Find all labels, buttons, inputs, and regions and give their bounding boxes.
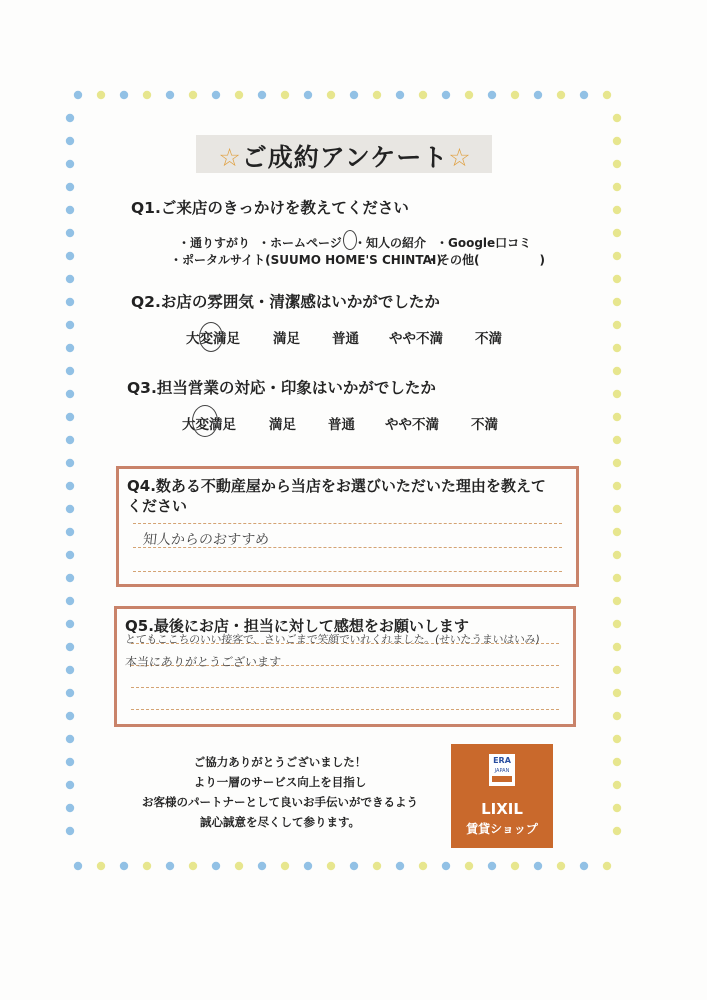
border-dot [419,91,427,99]
q2-rating: 不満 [475,331,502,347]
border-dot [189,91,197,99]
border-dot [613,758,621,766]
border-dot [511,91,519,99]
q3-rating: 普通 [328,417,355,433]
q1-option: ・ホームページ [258,236,342,250]
border-dot [613,114,621,122]
border-dot [66,781,74,789]
thanks-message [110,752,450,832]
border-dot [66,252,74,260]
border-dot [66,804,74,812]
q5-question: Q5.最後にお店・担当に対して感想をお願いします [125,617,469,635]
border-dot [66,643,74,651]
q1-option: ・その他( ) [426,253,545,267]
logo-subtitle: 賃貸ショップ [466,822,538,836]
border-dot [66,735,74,743]
border-dot [613,643,621,651]
border-dot [258,862,266,870]
border-dot [66,459,74,467]
border-dot [613,344,621,352]
border-dot [120,91,128,99]
border-dot [613,459,621,467]
border-dot [613,413,621,421]
border-dot [66,137,74,145]
border-dot [613,321,621,329]
border-dot [613,666,621,674]
border-dot [235,91,243,99]
border-dot [613,689,621,697]
border-dot [66,390,74,398]
border-dot [97,91,105,99]
answer-line [131,687,559,688]
border-dot [350,862,358,870]
border-dot [350,91,358,99]
q1-option: ・ポータルサイト(SUUMO HOME'S CHINTAI) [170,253,442,267]
border-dot [488,91,496,99]
border-dot [613,482,621,490]
border-dot [66,275,74,283]
era-text: ERA [493,756,511,765]
selection-circle [199,322,223,352]
thanks-line: ご協力ありがとうございました！ [193,755,367,769]
border-dot [465,91,473,99]
q5-answer-box [114,606,576,727]
border-dot [465,862,473,870]
q3-rating: 不満 [471,417,498,433]
border-dot [613,528,621,536]
border-dot [488,862,496,870]
border-dot [66,666,74,674]
border-dot [603,91,611,99]
border-dot [120,862,128,870]
border-dot [258,91,266,99]
q4-answer-box [116,466,579,587]
border-dot [442,862,450,870]
border-dot [66,620,74,628]
border-dot [189,862,197,870]
q4-question-cont: ください [127,497,188,515]
q1-option: ・通りすがり [178,236,251,250]
border-dot [66,321,74,329]
border-dot [613,252,621,260]
q1-option: ・Google口コミ [436,236,532,250]
border-dot [613,229,621,237]
border-dot [66,436,74,444]
border-dot [166,91,174,99]
q2-rating: 満足 [273,331,300,347]
q1-question: Q1.ご来店のきっかけを教えてください [131,199,409,217]
q2-question: Q2.お店の雰囲気・清潔感はいかがでしたか [131,293,440,311]
page-title: ☆ご成約アンケート☆ [218,143,472,172]
border-dot [613,137,621,145]
answer-line [133,571,562,572]
thanks-line: 誠心誠意を尽くして参ります。 [199,815,361,829]
border-dot [66,183,74,191]
q4-answer: 知人からのおすすめ [142,532,270,548]
border-dot [235,862,243,870]
lixil-logo [451,744,553,848]
border-dot [613,781,621,789]
border-dot [603,862,611,870]
border-dot [534,862,542,870]
logo-brand: LIXIL [481,800,523,818]
border-dot [66,160,74,168]
answer-line [133,523,562,524]
border-dot [613,390,621,398]
border-dot [304,862,312,870]
border-dot [557,862,565,870]
border-dot [511,862,519,870]
border-dot [613,574,621,582]
border-dot [281,91,289,99]
thanks-line: より一層のサービス向上を目指し [193,775,367,789]
border-dot [613,597,621,605]
thanks-line: お客様のパートナーとして良いお手伝いができるよう [142,795,418,809]
border-dot [66,482,74,490]
border-dot [613,367,621,375]
border-dot [613,712,621,720]
border-dot [613,298,621,306]
border-dot [534,91,542,99]
era-logo-mark [489,754,515,786]
border-dot [66,505,74,513]
border-dot [66,712,74,720]
border-dot [74,862,82,870]
border-dot [143,91,151,99]
q3-rating: やや不満 [385,417,439,433]
answer-line [131,709,559,710]
border-dot [97,862,105,870]
border-dot [613,735,621,743]
border-dot [613,827,621,835]
border-dot [143,862,151,870]
q1-option-selected: ・知人の紹介 [354,236,427,250]
q4-question: Q4.数ある不動産屋から当店をお選びいただいた理由を教えて [127,477,546,495]
q3-question: Q3.担当営業の対応・印象はいかがでしたか [127,379,436,397]
border-dot [613,804,621,812]
border-dot [580,91,588,99]
border-dot [373,862,381,870]
border-dot [66,229,74,237]
era-bar [492,776,512,782]
border-dot [66,827,74,835]
border-dot [66,344,74,352]
border-dot [442,91,450,99]
q3-rating: 満足 [269,417,296,433]
border-dot [74,91,82,99]
border-dot [419,862,427,870]
q5-answer-line1: とてもここちのいい接客で、さいごまで笑顔でいれくれました。(せいたうまいはいみ) [124,633,541,646]
border-dot [373,91,381,99]
q2-rating-selected: 大変満足 [186,331,240,347]
border-dot [613,206,621,214]
q2-rating: 普通 [332,331,359,347]
border-dot [166,862,174,870]
border-dot [613,551,621,559]
q3-rating-selected: 大変満足 [182,417,236,433]
border-dot [66,114,74,122]
border-dot [66,574,74,582]
selection-circle [343,230,357,250]
border-dot [613,436,621,444]
era-sub-text: JAPAN [494,768,510,774]
border-dot [613,505,621,513]
border-dot [212,91,220,99]
border-dot [557,91,565,99]
border-dot [66,689,74,697]
border-dot [281,862,289,870]
border-dot [396,862,404,870]
border-dot [613,275,621,283]
border-dot [66,367,74,375]
border-dot [613,183,621,191]
border-dot [66,551,74,559]
border-dot [304,91,312,99]
border-dot [613,160,621,168]
border-dot [66,758,74,766]
border-dot [327,91,335,99]
border-dot [613,620,621,628]
border-dot [580,862,588,870]
border-dot [66,528,74,536]
border-dot [327,862,335,870]
selection-circle [192,405,218,437]
q2-rating: やや不満 [389,331,443,347]
q5-answer-line2: 本当にありがとうございます [124,655,282,669]
border-dot [212,862,220,870]
border-dot [66,413,74,421]
border-dot [66,206,74,214]
border-dot [396,91,404,99]
border-dot [66,298,74,306]
border-dot [66,597,74,605]
